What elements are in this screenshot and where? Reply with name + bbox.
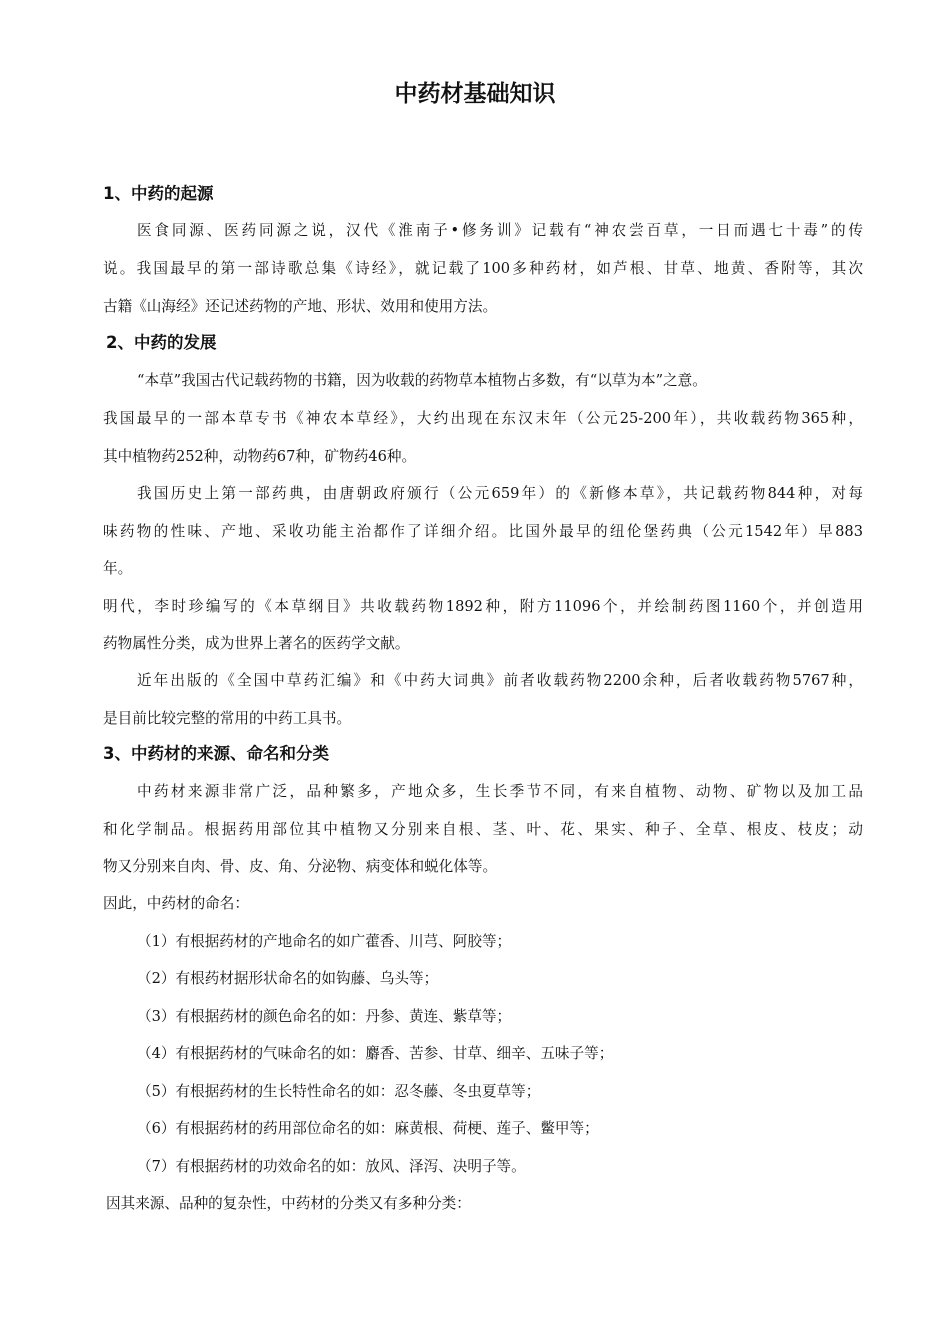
paragraph-line: 明代，李时珍编写的《本草纲目》共收载药物1892种，附方11096个，并绘制药图1160个，并创造用 <box>103 598 863 615</box>
paragraph-line: 中药材来源非常广泛，品种繁多，产地众多，生长季节不同，有来自植物、动物、矿物以及加工品 <box>137 783 863 800</box>
list-item: （2）有根药材据形状命名的如钩藤、乌头等； <box>137 970 439 987</box>
paragraph-line: 因此，中药材的命名： <box>103 895 249 912</box>
section-heading-origin: 1、中药的起源 <box>103 184 214 203</box>
paragraph-line: 我国历史上第一部药典，由唐朝政府颁行（公元659年）的《新修本草》，共记载药物844种，对每 <box>137 485 863 502</box>
paragraph-line: 古籍《山海经》还记述药物的产地、形状、效用和使用方法。 <box>103 298 498 315</box>
list-item: （4）有根据药材的气味命名的如：麝香、苦参、甘草、细辛、五味子等； <box>137 1045 614 1062</box>
paragraph-line: 其中植物药252种，动物药67种，矿物药46种。 <box>103 448 417 465</box>
paragraph-line: 是目前比较完整的常用的中药工具书。 <box>103 710 352 727</box>
paragraph-line: 因其来源、品种的复杂性，中药材的分类又有多种分类： <box>106 1195 471 1212</box>
list-item: （1）有根据药材的产地命名的如广藿香、川芎、阿胶等； <box>137 933 512 950</box>
paragraph-line: 物又分别来自肉、骨、皮、角、分泌物、病变体和蜕化体等。 <box>103 858 498 875</box>
paragraph-line: 说。我国最早的第一部诗歌总集《诗经》，就记载了100多种药材，如芦根、甘草、地黄、香附等，其次 <box>103 260 863 277</box>
list-item: （6）有根据药材的药用部位命名的如：麻黄根、荷梗、莲子、鳖甲等； <box>137 1120 599 1137</box>
list-item: （5）有根据药材的生长特性命名的如：忍冬藤、冬虫夏草等； <box>137 1083 541 1100</box>
document-title: 中药材基础知识 <box>394 81 556 107</box>
paragraph-line: 药物属性分类，成为世界上著名的医药学文献。 <box>103 635 410 652</box>
paragraph-line: 近年出版的《全国中草药汇编》和《中药大词典》前者收载药物2200余种，后者收载药物5767种， <box>137 672 863 689</box>
paragraph-line: 和化学制品。根据药用部位其中植物又分别来自根、茎、叶、花、果实、种子、全草、根皮、枝皮；动 <box>103 821 863 838</box>
list-item: （3）有根据药材的颜色命名的如：丹参、黄连、紫草等； <box>137 1008 512 1025</box>
paragraph-line: 年。 <box>103 560 133 577</box>
paragraph-line: 医食同源、医药同源之说，汉代《淮南子•修务训》记载有“神农尝百草，一日而遇七十毒”的传 <box>137 222 863 239</box>
list-item: （7）有根据药材的功效命名的如：放风、泽泻、决明子等。 <box>137 1158 526 1175</box>
paragraph-line: “本草”我国古代记载药物的书籍，因为收载的药物草本植物占多数，有“以草为本”之意。 <box>137 372 707 389</box>
section-heading-sources-naming-classification: 3、中药材的来源、命名和分类 <box>103 744 329 763</box>
paragraph-line: 味药物的性味、产地、采收功能主治都作了详细介绍。比国外最早的纽伦堡药典（公元1542年）早883 <box>103 523 863 540</box>
section-heading-development: 2、中药的发展 <box>106 333 217 352</box>
paragraph-line: 我国最早的一部本草专书《神农本草经》，大约出现在东汉末年（公元25-200年），共收载药物365种， <box>103 410 863 427</box>
